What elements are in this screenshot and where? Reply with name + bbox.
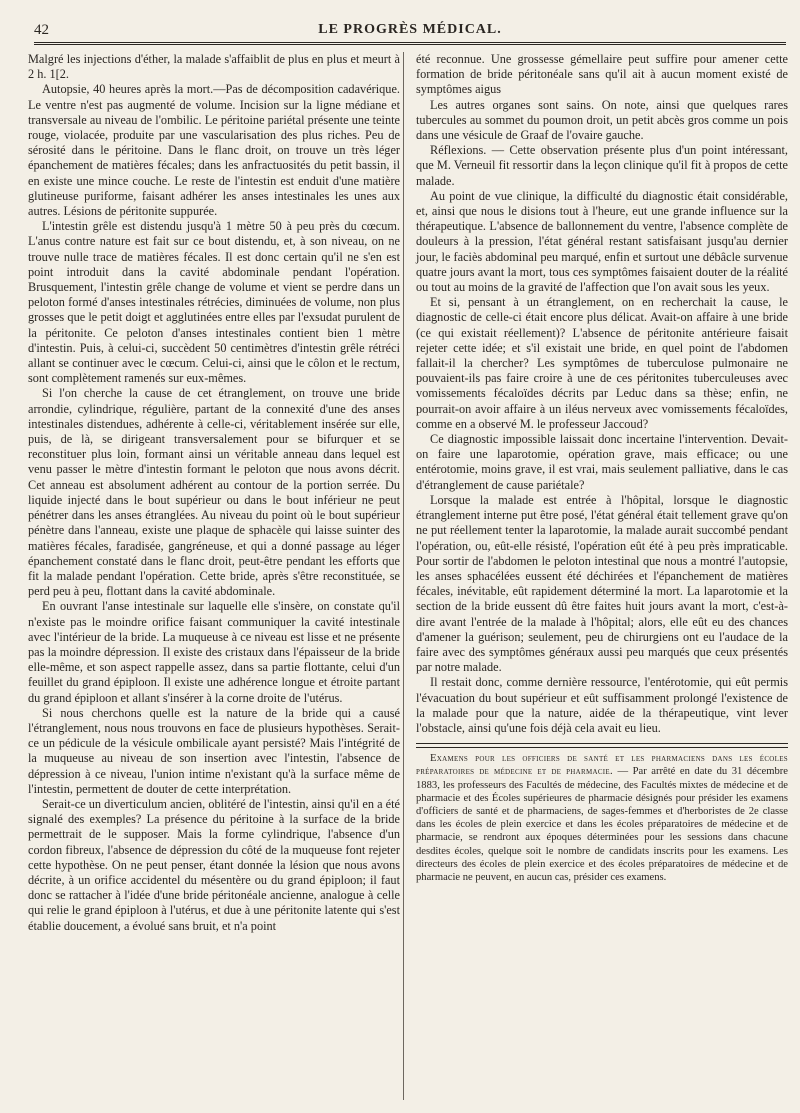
paragraph: Malgré les injections d'éther, la malade s'affaiblit de plus en plus et meurt à 2 h. 1[2. — [28, 52, 400, 82]
page-number: 42 — [34, 22, 49, 38]
paragraph: Au point de vue clinique, la difficulté du diagnostic était considérable, et, ainsi que nous le disions tout à l'heure, eut une grande influence sur la thérapeutique. L'absence de ballonnement du ventre, l'absence complète de douleurs à la pression, l'état général restant satisfaisant jusqu'au dernier jour, le faciès abdominal peu marqué, enfin et surtout une débâcle survenue quatre jours avant la mort, tous ces symptômes faisaient douter de la réalité ou tout au moins de la gravité de l'affection que l'on avait sous les yeux. — [416, 188, 788, 295]
right-column — [416, 52, 788, 884]
notice-text: — Par arrêté en date du 31 décembre 1883, les professeurs des Facultés de médecine, des Facultés mixtes de médecine et de pharmacie et des Écoles supérieures de pharmacie désignés pour présider les examens d'officiers de santé et de pharmaciens, de sages-femmes et d'herboristes de 2e classe dans les écoles de plein exercice et dans les écoles préparatoires de médecine et de pharmacie, se rendront aux époques déterminées pour les sessions dans chacune desdites écoles, quelque soit le nombre de candidats inscrits pour les examens. Les directeurs des écoles de plein exercice et des écoles préparatoires de médecine et de pharmacie ne peuvent, en aucun cas, présider ces examens. — [416, 766, 788, 883]
paragraph: En ouvrant l'anse intestinale sur laquelle elle s'insère, on constate qu'il n'existe pas le moindre orifice faisant communiquer la cavité intestinale avec l'intérieur de la bride. La muqueuse à ce niveau est lisse et ne présente pas la moindre dépression. Il existe des cristaux dans l'épaisseur de la bride elle-même, et son aspect rappelle assez, dans sa partie flottante, celui d'un feuillet du grand épiploon. Il existe une adhérence longue et étroite partant du grand épiploon et allant s'insérer à la corne droite de l'utérus. — [28, 599, 400, 705]
exam-notice — [416, 752, 788, 884]
column-divider — [403, 52, 404, 1100]
left-column — [28, 52, 400, 934]
paragraph: Autopsie, 40 heures après la mort.—Pas de décomposition cadavérique. Le ventre n'est pas augmenté de volume. Incision sur la ligne médiane et transversale au niveau de l'ombilic. Le péritoine pariétal présente une teinte rouge, violacée, produite par une vascularisation des plus riches. Peu de sérosité dans le péritoine. Dans le flanc droit, on trouve un très léger épanchement de matières fécales; dans les anfractuosités du petit bassin, il en existe une mince couche. Le reste de l'intestin est enduit d'une matière glutineuse puriforme, faisant adhérer les anses intestinales les unes aux autres. Lésions de péritonite suppurée. — [28, 82, 400, 219]
notice-heading: Examens pour les officiers de santé et les pharmaciens dans les écoles préparatoires de médecine et de pharmacie. — [416, 753, 788, 778]
paragraph: été reconnue. Une grossesse gémellaire peut suffire pour amener cette formation de bride péritonéale sans qu'il ait à aucun moment existé de symptômes aigus — [416, 52, 788, 97]
paragraph: L'intestin grêle est distendu jusqu'à 1 mètre 50 à peu près du cœcum. L'anus contre nature est fait sur ce bout distendu, et, à son niveau, on ne trouve nulle trace de matières fécales. Il est donc certain qu'il ne s'en est point introduit dans la cavité abdominale pendant l'opération. Brusquement, l'intestin grêle change de volume et vient se perdre dans un peloton formé d'anses intestinales rétrécies, diminuées de volume, non plus grosses que le petit doigt et agglutinées entre elles par l'exsudat purulent de la péritonite. Ce peloton d'anses intestinales contient bien 1 mètre d'intestin. Puis, à celui-ci, succèdent 50 centimètres d'intestin grêle rétréci allant se continuer avec le cœcum. Celui-ci, ainsi que le côlon et le rectum, sont complètement ramenés sur eux-mêmes. — [28, 219, 400, 386]
paragraph: Si l'on cherche la cause de cet étranglement, on trouve une bride arrondie, cylindrique, régulière, partant de la connexité d'une des anses intestinales distendues, adhérente à celle-ci, véritablement insérée sur elle, puis, de là, se dirigeant transversalement pour se bifurquer et se reconstituer plus loin, formant ainsi un véritable anneau dans lequel est venu passer le mètre d'intestin formant le peloton que nous avons décrit. Cet anneau est absolument adhérent au contour de la portion serrée. Du liquide injecté dans le bout supérieur ou dans le bout inférieur ne peut pénétrer dans les anses étranglées. Au niveau du point où le bout supérieur pénètre dans l'anneau, existe une plaque de sphacèle qui laisse suinter des matières fécales, faradisée, gangréneuse, et qui a donné passage au léger épanchement constaté dans le flanc droit, peut-être pendant les efforts que fit la malade pendant l'opération. Cette bride, après s'être reconstituée, se perd peu à peu, flottant dans la cavité abdominale. — [28, 386, 400, 599]
running-title: LE PROGRÈS MÉDICAL. — [318, 22, 502, 37]
paragraph: Serait-ce un diverticulum ancien, oblitéré de l'intestin, ainsi qu'il en a été signalé des exemples? La présence du péritoine à la surface de la bride permettrait de le supposer. Mais la forme cylindrique, l'absence d'un cordon fibreux, l'absence de dépression du côté de la muqueuse font rejeter cette hypothèse. On ne peut penser, étant donnée la lésion que nous avons décrite, à un orifice accidentel du mésentère ou du grand épiploon; il faut donc se rattacher à l'idée d'une bride péritonéale ancienne, analogue à celle qui relie le grand épiploon à l'utérus, et due à une péritonite latente qui s'est établie doucement, a évolué sans bruit, et n'a point — [28, 796, 400, 933]
paragraph: Les autres organes sont sains. On note, ainsi que quelques rares tubercules au sommet du poumon droit, un petit abcès gros comme un pois dans une vésicule de Graaf de l'ovaire gauche. — [416, 97, 788, 143]
paragraph: Si nous cherchons quelle est la nature de la bride qui a causé l'étranglement, nous nous trouvons en face de plusieurs hypothèses. Serait-ce un pédicule de la vésicule ombilicale ayant persisté? Mais l'intégrité de la muqueuse au niveau de son insertion avec l'intestin, l'absence de dépression à ce niveau, l'union intime n'existant qu'à la surface même de l'intestin, permettent de douter de cette interprétation. — [28, 705, 400, 796]
section-rule — [416, 743, 788, 748]
paragraph: Réflexions. — Cette observation présente plus d'un point intéressant, que M. Verneuil fit ressortir dans la leçon clinique qu'il fit à propos de cette malade. — [416, 143, 788, 188]
paragraph: Et si, pensant à un étranglement, on en recherchait la cause, le diagnostic de celle-ci était encore plus délicat. Avait-on affaire à une bride (ce qui existait réellement)? L'absence de péritonite antérieure faisait rejeter cette idée; et s'il existait une bride, en quel point de l'abdomen fallait-il la chercher? Les symptômes de tuberculose pulmonaire ne pouvaient-ils pas faire croire à une de ces péritonites tuberculeuses avec vomissements fécaloïdes décrits par Leduc dans sa thèse; enfin, ne pourrait-on avoir affaire à un iléus nerveux avec vomissements fécaloïdes, comme en a observé M. le professeur Jaccoud? — [416, 295, 788, 431]
paragraph: Lorsque la malade est entrée à l'hôpital, lorsque le diagnostic étranglement interne put être posé, l'état général était tellement grave qu'on ne put réellement tenter la laparotomie, la malade aurait succombé pendant l'opération, ou, eût-elle résisté, l'opération eût été à peu près impraticable. Pour sortir de l'abdomen le peloton intestinal que nous a montré l'autopsie, les anses sphacélées eussent été déchirées et l'épanchement de matières fécales, inévitable, eût rapidement déterminé la mort. La laparotomie et la section de la bride eussent dû être faites huit jours avant la mort, c'est-à-dire avant l'entrée de la malade à l'hôpital; alors, elle eût eu des chances d'amener la guérison; seulement, peu de chirurgiens ont eu l'audace de la faire avec des symptômes généraux aussi peu marqués que ceux présentés par notre malade. — [416, 492, 788, 675]
paragraph: Ce diagnostic impossible laissait donc incertaine l'intervention. Devait-on faire une laparotomie, opération grave, mais efficace; ou une entérotomie, moins grave, il est vrai, mais seulement palliative, dans le cas d'étranglement de cause pariétale? — [416, 432, 788, 492]
page-header — [34, 18, 786, 45]
paragraph: Il restait donc, comme dernière ressource, l'entérotomie, qui eût permis l'évacuation du bout supérieur et eût suffisamment prolongé l'existence de la malade pour que la nature, aidée de la thérapeutique, vint lever l'obstacle, ainsi qu'une fois déjà cela avait eu lieu. — [416, 675, 788, 735]
